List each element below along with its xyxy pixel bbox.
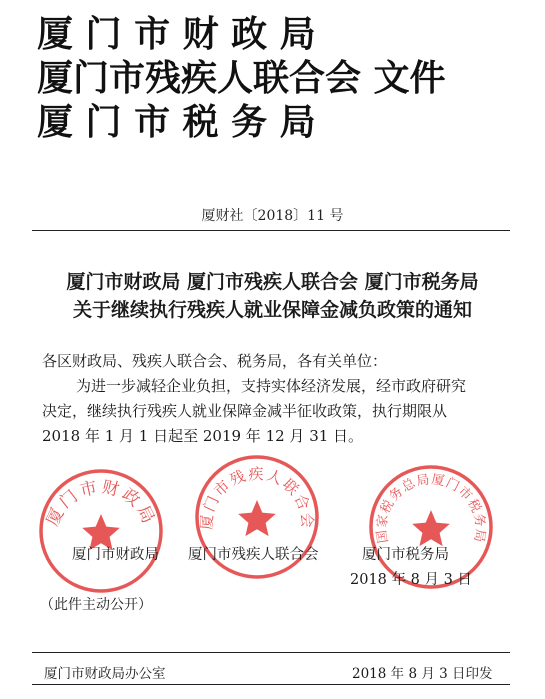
- seal3-star-icon: [412, 510, 450, 546]
- footer-divider-top: [32, 652, 510, 653]
- salutation: 各区财政局、残疾人联合会、税务局，各有关单位：: [42, 352, 388, 370]
- title-line-2: 关于继续执行残疾人就业保障金减负政策的通知: [72, 299, 472, 321]
- footer-print-date: 2018 年 8 月 3 日印发: [352, 666, 493, 682]
- seal1-text: 厦门市财政局: [42, 477, 160, 530]
- header-divider: [32, 230, 510, 231]
- signature-date: 2018 年 8 月 3 日: [350, 572, 472, 588]
- signature-tax-bureau: 厦门市税务局: [362, 547, 449, 563]
- body-paragraph-line-1: 为进一步减轻企业负担，支持实体经济发展，经市政府研究: [76, 377, 467, 395]
- signature-finance-bureau: 厦门市财政局: [72, 547, 159, 563]
- body-paragraph-line-3: 2018 年 1 月 1 日起至 2019 年 12 月 31 日。: [42, 427, 364, 445]
- seal2-star-icon: [238, 500, 276, 536]
- header-org-line-1: 厦 门 市 财 政 局: [37, 13, 316, 55]
- signature-disabled-federation: 厦门市残疾人联合会: [188, 547, 319, 563]
- seal2-text: 厦门市残疾人联合会: [197, 465, 317, 531]
- body-paragraph-line-2: 决定，继续执行残疾人就业保障金减半征收政策，执行期限从: [42, 402, 448, 420]
- header-org-line-3: 厦 门 市 税 务 局: [37, 101, 316, 143]
- title-line-1: 厦门市财政局 厦门市残疾人联合会 厦门市税务局: [66, 271, 479, 293]
- finance-bureau-seal: [36, 466, 166, 596]
- seal3-text: 国家税务总局厦门市税务局: [374, 472, 488, 544]
- footer-divider-bottom: [32, 684, 510, 685]
- header-org-line-2: 厦门市残疾人联合会 文件: [37, 57, 446, 99]
- document-number: 厦财社〔2018〕11 号: [201, 208, 344, 224]
- public-disclosure-note: （此件主动公开）: [40, 597, 152, 613]
- footer-issuer: 厦门市财政局办公室: [44, 666, 166, 682]
